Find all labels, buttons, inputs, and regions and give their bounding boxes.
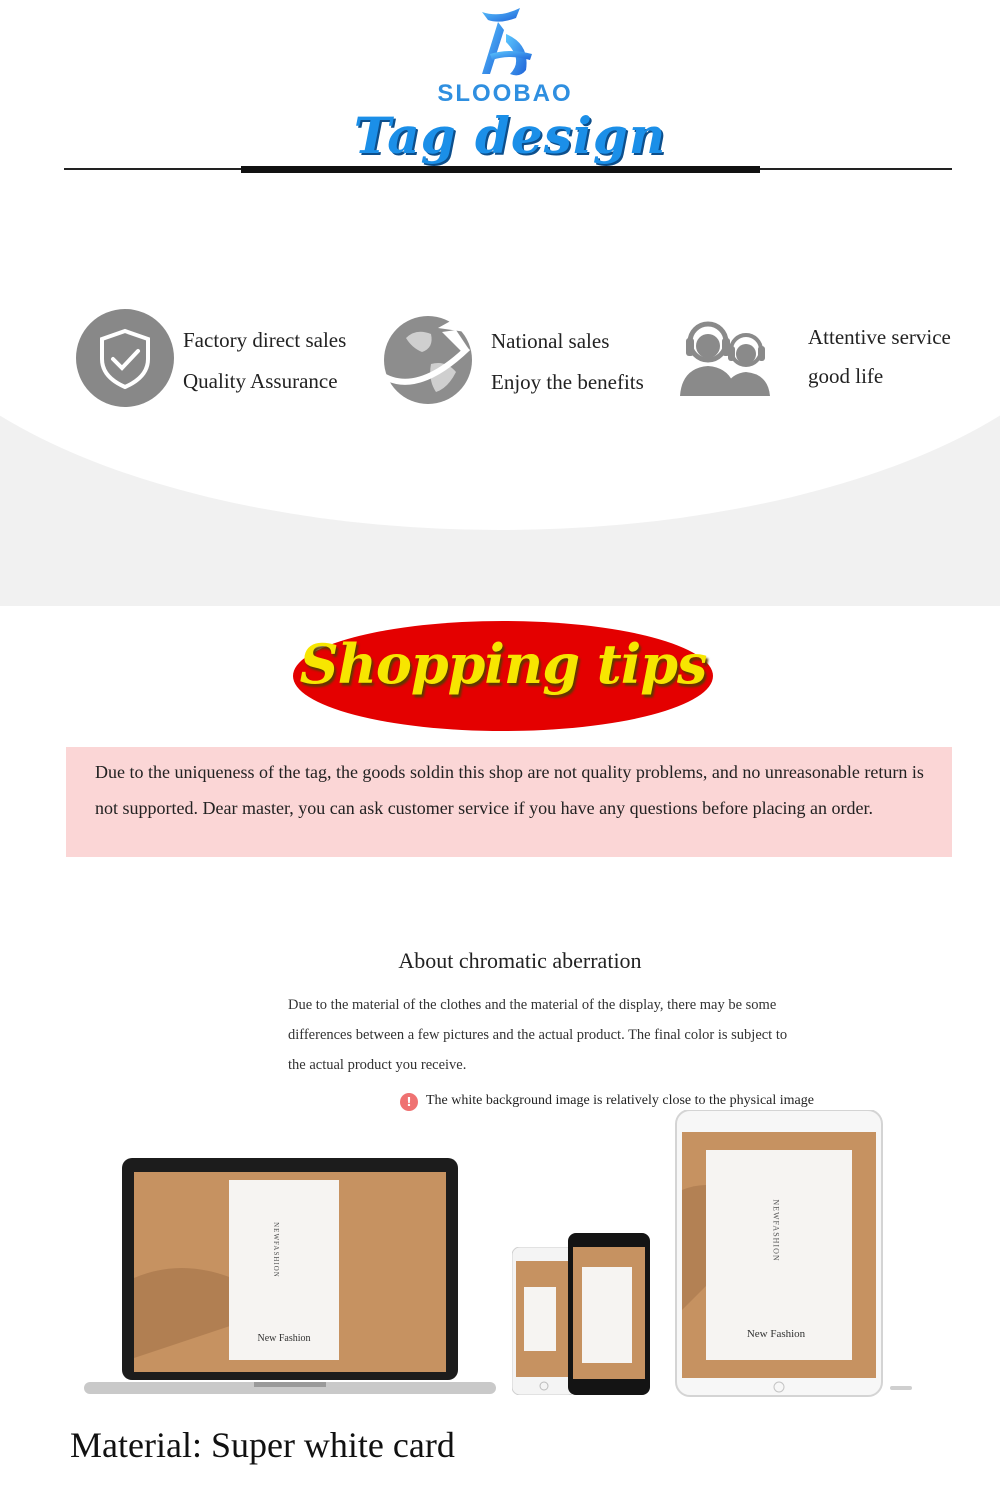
laptop-mockup — [84, 1158, 496, 1398]
tag-vertical-text: NEWFASHION — [771, 1199, 781, 1262]
material-caption: Material: Super white card — [70, 1425, 455, 1465]
sloobao-logo-icon — [470, 4, 540, 82]
feature-line: good life — [808, 364, 884, 388]
tag-brand-text: New Fashion — [257, 1333, 311, 1344]
feature-attentive-service — [808, 318, 998, 396]
chromatic-title: About chromatic aberration — [398, 948, 642, 973]
header-divider-bar — [241, 166, 760, 173]
tablet-mockup — [672, 1110, 912, 1400]
page-title: Tag design — [353, 106, 667, 165]
chromatic-note: The white background image is relatively close to the physical image — [426, 1093, 814, 1108]
tag-brand-text: New Fashion — [746, 1328, 806, 1340]
feature-line: Attentive service — [808, 325, 951, 349]
feature-line: Quality Assurance — [183, 369, 338, 393]
brand-name: SLOOBAO — [437, 80, 573, 107]
feature-factory-direct — [183, 320, 373, 402]
feature-national-sales — [491, 321, 681, 403]
feature-line: Factory direct sales — [183, 328, 347, 352]
phone-white-mockup — [512, 1247, 576, 1395]
chromatic-text: Due to the material of the clothes and the material of the display, there may be some differences between a few pictures and the actual product. The final color is subject to the actual product you receive. — [288, 997, 788, 1073]
phone-black-mockup — [568, 1233, 650, 1395]
shield-check-icon — [76, 309, 174, 407]
feature-line: Enjoy the benefits — [491, 370, 644, 394]
globe-airplane-icon — [376, 308, 474, 406]
feature-line: National sales — [491, 329, 610, 353]
tag-vertical-text: NEWFASHION — [272, 1222, 280, 1278]
customer-service-headset-icon — [672, 316, 776, 398]
shopping-tips-text: Due to the uniqueness of the tag, the goods soldin this shop are not quality problems, and no unreasonable return is not supported. Dear master, you can ask customer service if you have any questions before placing an order. — [95, 762, 924, 818]
shopping-tips-heading: Shopping tips — [299, 632, 707, 696]
warning-icon: ! — [400, 1093, 418, 1111]
